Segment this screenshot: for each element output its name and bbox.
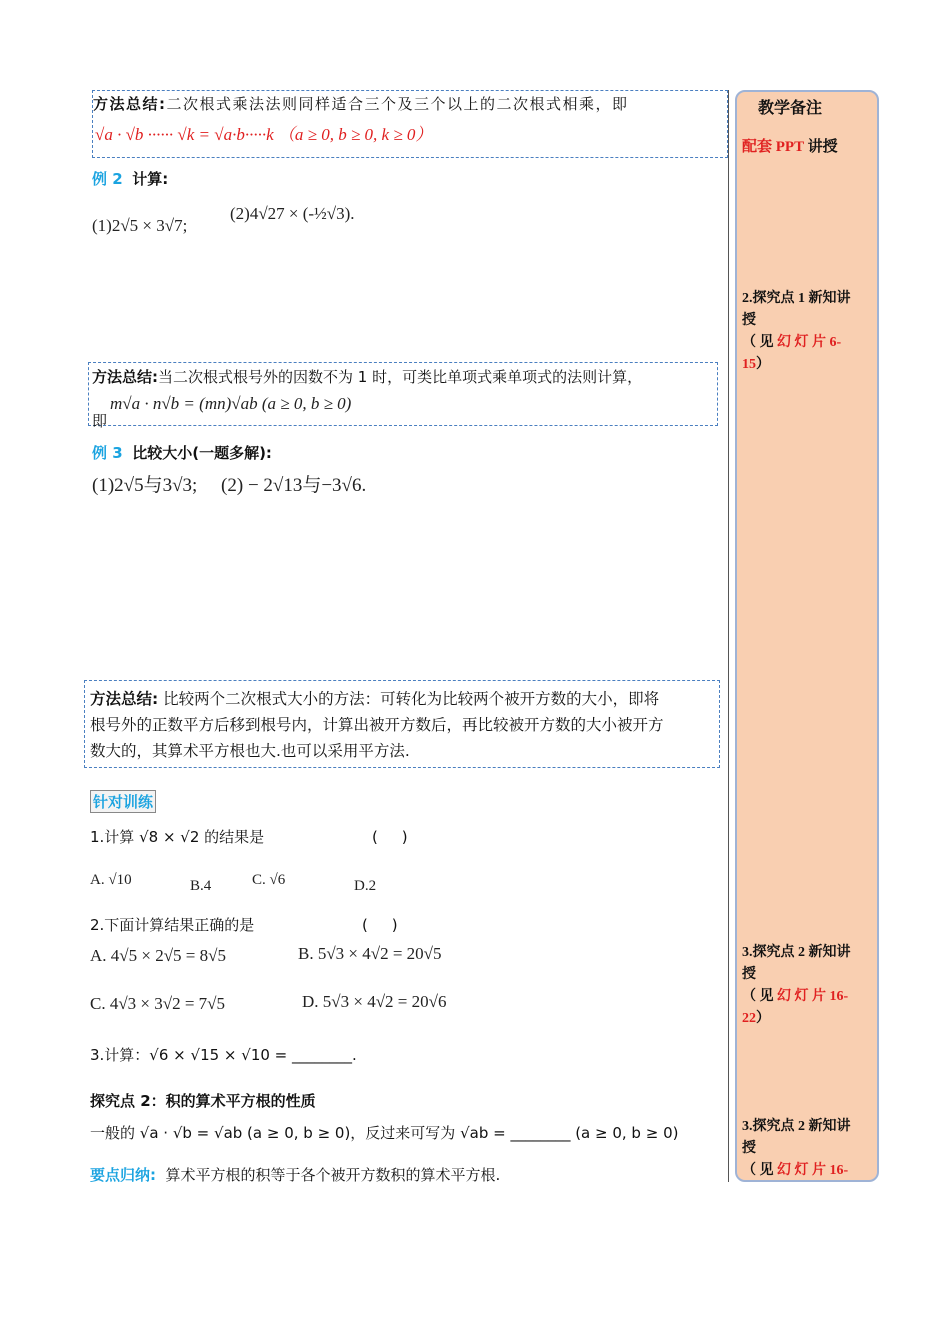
training-q2-option-c: C. 4√3 × 3√2 = 7√5 [90,994,226,1013]
example-2-heading [92,168,168,189]
training-q2-option-b: B. 5√3 × 4√2 = 20√5 [298,944,442,963]
column-divider [728,90,729,1182]
sidebar-note-ppt: 配套 PPT 讲授 [742,139,838,155]
sidebar-block-1: 2.探究点 1 新知讲 授 （ 见 幻 灯 片 6- 15） [742,291,851,372]
training-q1-option-a: A. √10 [90,872,132,888]
method-summary-3-line-3: 数大的，其算术平方根也大.也可以采用平方法. [90,742,410,760]
method-summary-3-label: 方法总结: [90,690,159,708]
example-2-label: 例 2 [92,170,123,188]
method-summary-1-formula: √a · √b ······ √k = √a·b·····k （a ≥ 0, b ≥ 0, k ≥ 0） [95,125,433,144]
method-summary-2-label: 方法总结: [92,368,158,386]
method-summary-1-label: 方法总结: [93,95,167,113]
training-q1-option-c: C. √6 [252,872,286,888]
training-q1-answer-paren: ( ) [372,828,408,846]
training-q1-option-b: B.4 [190,878,212,894]
method-summary-1-text-line [93,92,725,116]
example-3-problems: (1)2√5与3√3; (2) − 2√13与−3√6. [92,475,367,496]
example-2-problem-2: (2)4√27 × (-½√3). [230,204,355,223]
sidebar-block-3: 3.探究点 2 新知讲 授 （ 见 幻 灯 片 16- [742,1119,851,1178]
method-summary-2-formula: m√a · n√b = (mn)√ab (a ≥ 0, b ≥ 0) [110,394,352,413]
example-3-title: 比较大小(一题多解): [132,444,272,462]
keypoint-label: 要点归纳: [90,1166,156,1184]
keypoint-text: 算术平方根的积等于各个被开方数积的算术平方根. [165,1166,501,1184]
method-summary-3-line-2: 根号外的正数平方后移到根号内，计算出被开方数后，再比较被开方数的大小被开方 [90,716,664,734]
method-summary-2-text: 当二次根式根号外的因数不为 1 时，可类比单项式乘单项式的法则计算， [158,368,643,386]
method-summary-3-line-1: 方法总结: 比较两个二次根式大小的方法：可转化为比较两个被开方数的大小，即将 [90,690,660,708]
example-3-heading [92,442,272,463]
training-q1-option-d: D.2 [354,878,377,894]
example-2-title: 计算: [132,170,169,188]
training-q2: 2.下面计算结果正确的是 [90,916,255,934]
keypoint-summary [90,1164,500,1185]
method-summary-2-prefix: 即 [92,412,108,430]
training-q1: 1.计算 √8 × √2 的结果是 [90,828,265,846]
example-3-label: 例 3 [92,444,123,462]
training-q2-option-a: A. 4√5 × 2√5 = 8√5 [90,946,226,965]
example-2-problem-1: (1)2√5 × 3√7; [92,216,188,235]
method-summary-3-body [90,686,718,764]
training-q2-answer-paren: ( ) [362,916,398,934]
explore-2-line: 一般的 √a · √b = √ab (a ≥ 0, b ≥ 0)，反过来可写为 √ab = ________ (a ≥ 0, b ≥ 0) [90,1124,679,1142]
explore-2-title: 探究点 2：积的算术平方根的性质 [90,1092,316,1110]
training-q3: 3.计算：√6 × √15 × √10 = ________. [90,1046,357,1064]
method-summary-1-text: 二次根式乘法法则同样适合三个及三个以上的二次根式相乘，即 [166,95,629,113]
sidebar-block-2: 3.探究点 2 新知讲 授 （ 见 幻 灯 片 16- 22） [742,945,851,1026]
method-summary-2-text-line [92,366,716,388]
training-heading: 针对训练 [90,790,156,813]
sidebar-title: 教学备注 [758,98,823,117]
training-q2-option-d: D. 5√3 × 4√2 = 20√6 [302,992,447,1011]
